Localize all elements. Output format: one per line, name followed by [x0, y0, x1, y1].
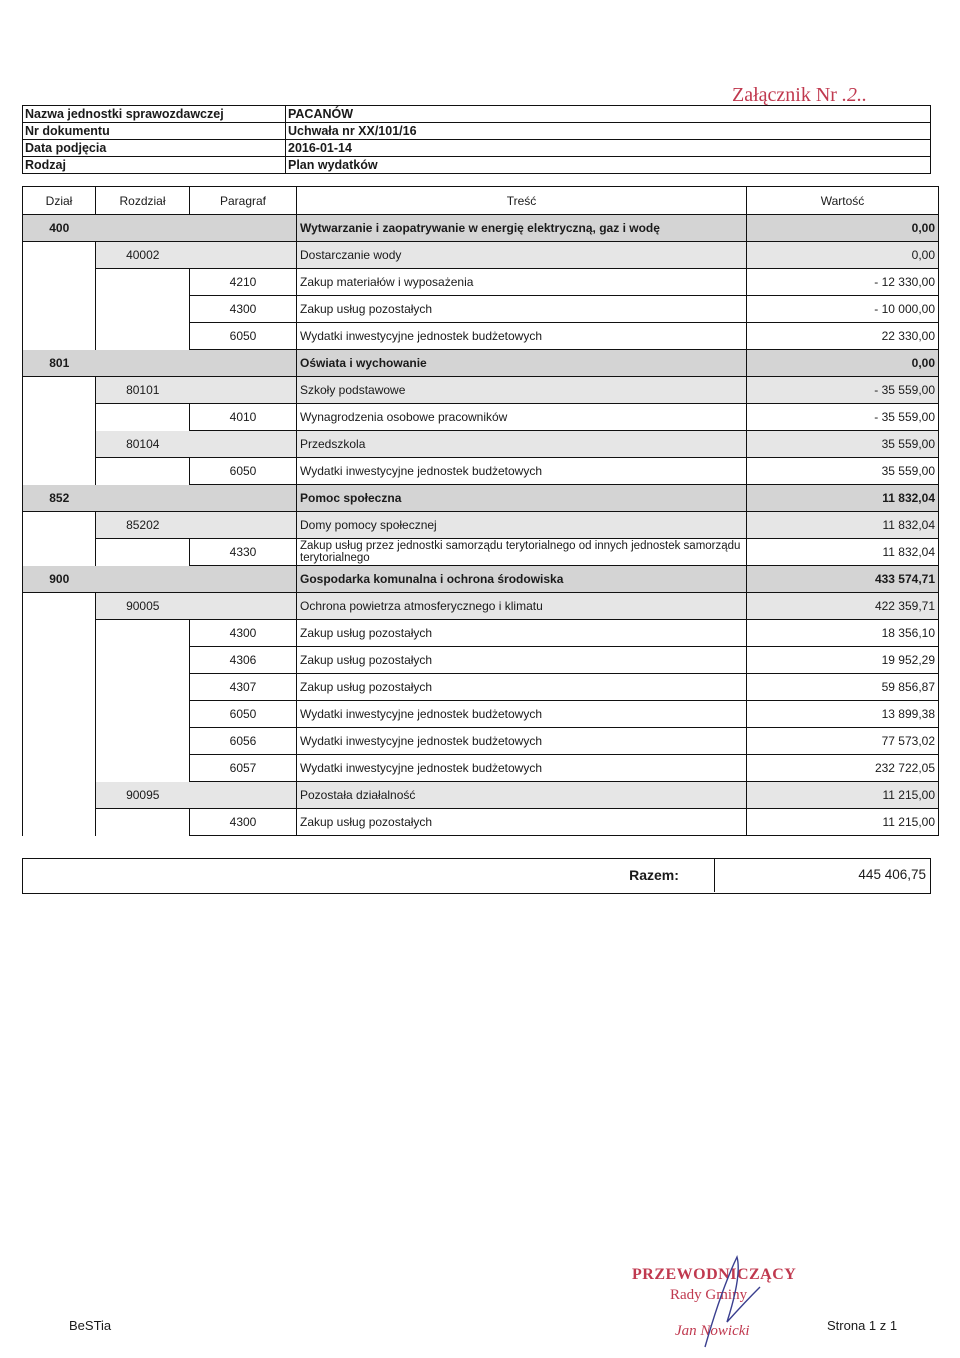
- row-description: Ochrona powietrza atmosferycznego i klimatu: [297, 593, 747, 620]
- paragraf-code: [190, 593, 297, 620]
- row-description: Oświata i wychowanie: [297, 350, 747, 377]
- header-label: Nr dokumentu: [23, 123, 286, 140]
- table-row: [23, 485, 939, 512]
- table-row: [23, 431, 939, 458]
- col-tresc: Treść: [297, 187, 747, 215]
- rozdzial-code: [96, 485, 190, 512]
- table-row: [23, 215, 939, 242]
- rozdzial-code: [96, 350, 190, 377]
- row-description: Zakup materiałów i wyposażenia: [297, 269, 747, 296]
- row-value: 0,00: [747, 242, 939, 269]
- rozdzial-code: 85202: [96, 512, 190, 539]
- row-value: 22 330,00: [747, 323, 939, 350]
- paragraf-code: 6050: [190, 458, 297, 485]
- row-value: - 35 559,00: [747, 404, 939, 431]
- row-value: 35 559,00: [747, 458, 939, 485]
- row-value: 11 215,00: [747, 809, 939, 836]
- row-description: Zakup usług pozostałych: [297, 809, 747, 836]
- row-description: Wydatki inwestycyjne jednostek budżetowych: [297, 755, 747, 782]
- table-row: [23, 539, 939, 566]
- table-row: [23, 809, 939, 836]
- total-value: 445 406,75: [858, 867, 926, 882]
- dzial-code: [23, 647, 96, 674]
- row-description: Zakup usług pozostałych: [297, 674, 747, 701]
- dzial-code: [23, 242, 96, 269]
- row-value: 11 832,04: [747, 539, 939, 566]
- table-row: [23, 350, 939, 377]
- rozdzial-code: 90095: [96, 782, 190, 809]
- header-label: Data podjęcia: [23, 140, 286, 157]
- rozdzial-code: [96, 674, 190, 701]
- rozdzial-code: [96, 566, 190, 593]
- table-row: [23, 728, 939, 755]
- rozdzial-code: [96, 404, 190, 431]
- paragraf-code: 6057: [190, 755, 297, 782]
- header-label: Nazwa jednostki sprawozdawczej: [23, 106, 286, 123]
- stamp-name: Jan Nowicki: [675, 1323, 750, 1339]
- paragraf-code: 4300: [190, 620, 297, 647]
- table-row: [23, 674, 939, 701]
- row-value: 59 856,87: [747, 674, 939, 701]
- header-row: [23, 106, 931, 123]
- header-row: [23, 157, 931, 174]
- header-row: [23, 140, 931, 157]
- row-value: 11 832,04: [747, 485, 939, 512]
- header-value: Uchwała nr XX/101/16: [286, 123, 931, 140]
- row-value: 11 832,04: [747, 512, 939, 539]
- rozdzial-code: 80104: [96, 431, 190, 458]
- total-label: Razem:: [629, 867, 679, 883]
- row-value: 19 952,29: [747, 647, 939, 674]
- dzial-code: [23, 674, 96, 701]
- expense-table: [22, 186, 939, 836]
- dzial-code: 400: [23, 215, 96, 242]
- paragraf-code: 4330: [190, 539, 297, 566]
- dzial-code: [23, 269, 96, 296]
- col-wartosc: Wartość: [747, 187, 939, 215]
- row-value: - 12 330,00: [747, 269, 939, 296]
- rozdzial-code: [96, 755, 190, 782]
- dzial-code: [23, 728, 96, 755]
- paragraf-code: 4300: [190, 809, 297, 836]
- dzial-code: [23, 512, 96, 539]
- rozdzial-code: [96, 701, 190, 728]
- paragraf-code: 6050: [190, 323, 297, 350]
- col-dzial: Dział: [23, 187, 96, 215]
- rozdzial-code: [96, 620, 190, 647]
- row-description: Pozostała działalność: [297, 782, 747, 809]
- header-label: Rodzaj: [23, 157, 286, 174]
- dzial-code: [23, 755, 96, 782]
- stamp-title: PRZEWODNICZĄCY: [632, 1266, 797, 1283]
- signature-mark: [665, 1252, 775, 1352]
- table-row: [23, 647, 939, 674]
- header-table: [22, 105, 931, 174]
- row-description: Wytwarzanie i zaopatrywanie w energię elektryczną, gaz i wodę: [297, 215, 747, 242]
- dzial-code: [23, 404, 96, 431]
- rozdzial-code: 90005: [96, 593, 190, 620]
- row-description: Zakup usług pozostałych: [297, 620, 747, 647]
- dzial-code: [23, 782, 96, 809]
- paragraf-code: [190, 215, 297, 242]
- rozdzial-code: [96, 647, 190, 674]
- dzial-code: [23, 323, 96, 350]
- table-row: [23, 782, 939, 809]
- dzial-code: [23, 431, 96, 458]
- footer-page: Strona 1 z 1: [827, 1318, 898, 1333]
- col-rozdzial: Rozdział: [96, 187, 190, 215]
- rozdzial-code: 40002: [96, 242, 190, 269]
- dzial-code: [23, 539, 96, 566]
- paragraf-code: 4010: [190, 404, 297, 431]
- rozdzial-code: [96, 323, 190, 350]
- table-row: [23, 296, 939, 323]
- rozdzial-code: [96, 296, 190, 323]
- paragraf-code: [190, 512, 297, 539]
- dzial-code: [23, 809, 96, 836]
- table-row: [23, 620, 939, 647]
- dzial-code: 852: [23, 485, 96, 512]
- row-value: 433 574,71: [747, 566, 939, 593]
- paragraf-code: [190, 485, 297, 512]
- dzial-code: [23, 620, 96, 647]
- table-row: [23, 593, 939, 620]
- row-description: Wydatki inwestycyjne jednostek budżetowych: [297, 323, 747, 350]
- annotation-zalacznik: Załącznik Nr .2..: [732, 84, 867, 106]
- rozdzial-code: [96, 269, 190, 296]
- paragraf-code: [190, 431, 297, 458]
- row-value: 0,00: [747, 350, 939, 377]
- dzial-code: [23, 377, 96, 404]
- row-description: Wydatki inwestycyjne jednostek budżetowych: [297, 458, 747, 485]
- header-value: 2016-01-14: [286, 140, 931, 157]
- row-value: 77 573,02: [747, 728, 939, 755]
- row-description: Pomoc społeczna: [297, 485, 747, 512]
- dzial-code: [23, 458, 96, 485]
- dzial-code: [23, 593, 96, 620]
- row-value: 13 899,38: [747, 701, 939, 728]
- header-value: PACANÓW: [286, 106, 931, 123]
- rozdzial-code: [96, 809, 190, 836]
- table-row: [23, 323, 939, 350]
- row-value: - 10 000,00: [747, 296, 939, 323]
- paragraf-code: 4300: [190, 296, 297, 323]
- row-description: Wydatki inwestycyjne jednostek budżetowych: [297, 728, 747, 755]
- header-row: [23, 123, 931, 140]
- row-value: 0,00: [747, 215, 939, 242]
- paragraf-code: [190, 377, 297, 404]
- table-row: [23, 458, 939, 485]
- row-description: Szkoły podstawowe: [297, 377, 747, 404]
- col-paragraf: Paragraf: [190, 187, 297, 215]
- table-row: [23, 242, 939, 269]
- rozdzial-code: [96, 728, 190, 755]
- table-row: [23, 269, 939, 296]
- paragraf-code: [190, 242, 297, 269]
- row-description: Zakup usług przez jednostki samorządu terytorialnego od innych jednostek samorządu terytorialnego: [297, 539, 747, 566]
- row-value: 11 215,00: [747, 782, 939, 809]
- header-value: Plan wydatków: [286, 157, 931, 174]
- table-row: [23, 512, 939, 539]
- paragraf-code: 6050: [190, 701, 297, 728]
- paragraf-code: 4307: [190, 674, 297, 701]
- paragraf-code: [190, 566, 297, 593]
- row-description: Wydatki inwestycyjne jednostek budżetowych: [297, 701, 747, 728]
- rozdzial-code: [96, 215, 190, 242]
- row-description: Zakup usług pozostałych: [297, 647, 747, 674]
- dzial-code: [23, 296, 96, 323]
- paragraf-code: [190, 782, 297, 809]
- paragraf-code: 6056: [190, 728, 297, 755]
- column-header-row: [23, 187, 939, 215]
- dzial-code: 900: [23, 566, 96, 593]
- paragraf-code: [190, 350, 297, 377]
- stamp-council: Rady Gminy: [670, 1287, 748, 1303]
- table-row: [23, 755, 939, 782]
- row-description: Gospodarka komunalna i ochrona środowiska: [297, 566, 747, 593]
- row-description: Zakup usług pozostałych: [297, 296, 747, 323]
- row-description: Dostarczanie wody: [297, 242, 747, 269]
- rozdzial-code: [96, 458, 190, 485]
- row-description: Wynagrodzenia osobowe pracowników: [297, 404, 747, 431]
- row-value: 232 722,05: [747, 755, 939, 782]
- row-description: Przedszkola: [297, 431, 747, 458]
- dzial-code: [23, 701, 96, 728]
- paragraf-code: 4306: [190, 647, 297, 674]
- table-row: [23, 701, 939, 728]
- footer-software: BeSTia: [69, 1318, 112, 1333]
- row-description: Domy pomocy społecznej: [297, 512, 747, 539]
- row-value: 18 356,10: [747, 620, 939, 647]
- table-row: [23, 404, 939, 431]
- rozdzial-code: 80101: [96, 377, 190, 404]
- table-row: [23, 566, 939, 593]
- table-row: [23, 377, 939, 404]
- row-value: - 35 559,00: [747, 377, 939, 404]
- row-value: 35 559,00: [747, 431, 939, 458]
- dzial-code: 801: [23, 350, 96, 377]
- paragraf-code: 4210: [190, 269, 297, 296]
- rozdzial-code: [96, 539, 190, 566]
- row-value: 422 359,71: [747, 593, 939, 620]
